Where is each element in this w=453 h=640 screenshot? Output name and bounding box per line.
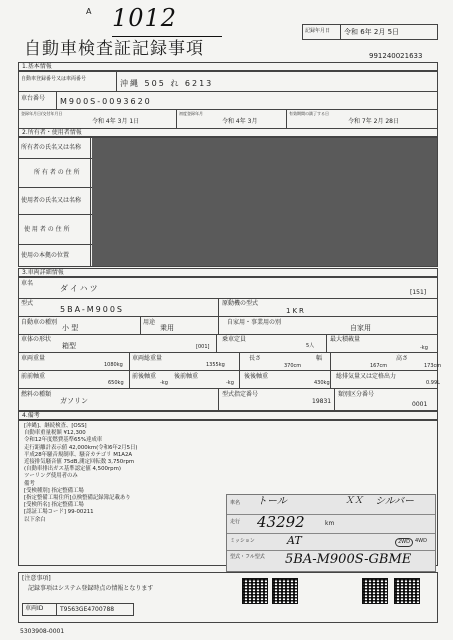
divider (18, 298, 438, 299)
section-owner: 2.所有者・使用者情報 (18, 128, 438, 137)
divider (116, 71, 117, 91)
width-value: 167cm (370, 363, 388, 369)
first-reg-value: 令和 4年 3月 1日 (92, 118, 140, 125)
divider (227, 550, 435, 551)
sticker-type-label: 型式・フル型式 (230, 554, 265, 560)
divider (129, 352, 130, 388)
divider (18, 352, 438, 353)
chassis-value: M900S-0093620 (60, 97, 152, 106)
engine-value: 1KR (286, 307, 306, 315)
handwriting-underline (112, 36, 222, 37)
divider (286, 109, 287, 129)
body-value: 箱型 (62, 342, 76, 350)
rf-value: -kg (226, 380, 234, 386)
fuel-label: 燃料の種類 (21, 391, 52, 398)
divider (326, 334, 327, 352)
rr-label: 後後軸重 (244, 373, 269, 380)
class-label: 類別区分番号 (338, 391, 375, 398)
registration-value: 沖縄 505 れ 6213 (120, 79, 214, 88)
fr-value: -kg (160, 380, 168, 386)
capacity-value: 5人 (306, 343, 315, 349)
displacement-label: 総排気量又は定格出力 (336, 373, 397, 380)
dealer-sticker (226, 494, 436, 572)
remark-line: [指定整備工場住所]点検整備記録簿記載あり (24, 495, 131, 502)
height-label: 高さ (396, 355, 409, 362)
divider (176, 109, 177, 129)
handwritten-number: 1012 (112, 4, 178, 32)
notice-label: [注意事項] (22, 575, 51, 582)
qr-code-1 (242, 578, 268, 604)
divider (18, 91, 438, 92)
type-no-label: 型式指定番号 (222, 391, 259, 398)
record-date: 令和 6年 2月 5日 (344, 28, 400, 36)
remark-line: 走行距離計表示値 42,000km(令和6年2月5日) (24, 444, 138, 451)
ff-label: 前前軸重 (21, 373, 46, 380)
engine-label: 原動機の型式 (222, 300, 259, 307)
sticker-name-value: トール (257, 496, 287, 507)
divider (227, 533, 435, 534)
remark-line: [認証工場コード] 99-00211 (24, 509, 94, 516)
sticker-name-label: 車名 (230, 500, 241, 506)
owner-name-label: 所有者の氏名又は名称 (21, 144, 82, 151)
fr-label: 前後軸重 (132, 373, 157, 380)
body-code: [001] (196, 344, 210, 350)
remark-line: 平成28年騒音規制車、騒音カテゴリ M1A2A (24, 451, 133, 458)
page-title: 自動車検査証記録事項 (24, 39, 204, 59)
divider (334, 388, 335, 411)
divider (18, 370, 438, 371)
divider (56, 91, 57, 109)
user-address-label: 使 用 者 の 住 所 (24, 226, 70, 233)
weight-label: 車両重量 (21, 355, 46, 362)
remark-line: 令和12年度燃費基準65%達成車 (24, 437, 103, 444)
divider (18, 334, 438, 335)
qr-code-4 (394, 578, 420, 604)
sticker-mission-label: ミッション (230, 538, 255, 544)
divider (56, 603, 57, 616)
max-load-value: -kg (420, 345, 428, 351)
qr-code-3 (362, 578, 388, 604)
divider (18, 109, 438, 110)
divider (18, 388, 438, 389)
qr-code-2 (272, 578, 298, 604)
divider (18, 316, 438, 317)
record-date-label: 記録年月日 (305, 28, 331, 34)
sticker-mileage-value: 43292 (257, 513, 305, 531)
owner-redaction (92, 138, 437, 266)
base-label: 使用の本拠の位置 (21, 252, 70, 259)
gross-label: 車両総重量 (132, 355, 163, 362)
rr-value: 430kg (314, 380, 330, 386)
divider (218, 316, 219, 334)
max-load-label: 最大積載量 (330, 336, 361, 343)
bottom-code: 5303908-0001 (20, 628, 65, 635)
divider (330, 352, 331, 388)
ff-value: 650kg (108, 380, 124, 386)
remark-line: [受検種別] 指定整備工場 (24, 487, 84, 494)
length-value: 370cm (284, 363, 302, 369)
sticker-mission-value: AT (287, 534, 302, 547)
kind-label: 自動車の種別 (21, 319, 58, 326)
rf-label: 後前軸重 (174, 373, 199, 380)
expiry-label: 有効期間の満了する日 (289, 111, 329, 116)
use-label: 用途 (143, 319, 156, 326)
use-value: 乗用 (160, 324, 174, 332)
body-label: 車体の形状 (21, 336, 52, 343)
remark-line: 備考 (24, 480, 35, 487)
sticker-color-value: シルバー (375, 496, 415, 507)
remark-line: [受検所名] 指定整備工場 (24, 502, 84, 509)
notice-text: 記録事項はシステム登録時点の情報となります (28, 585, 154, 592)
weight-value: 1080kg (104, 362, 123, 368)
divider (218, 388, 219, 411)
divider (90, 137, 91, 267)
divider (239, 352, 240, 388)
remark-line: ツーリング使用者のみ (24, 473, 78, 480)
divider (340, 24, 341, 40)
make-code: [151] (410, 289, 427, 296)
sticker-mileage-label: 走行 (230, 519, 241, 525)
make-value: ダイハツ (60, 284, 100, 293)
divider (218, 298, 219, 316)
vehicle-id-label: 車両ID (25, 605, 44, 612)
section-vehicle: 3.車両詳細情報 (18, 268, 438, 277)
class-value: 0001 (412, 401, 428, 408)
divider (216, 334, 217, 352)
remark-line: 自動車重量税額 ¥12,300 (24, 430, 86, 437)
fuel-value: ガソリン (60, 397, 88, 405)
capacity-label: 乗車定員 (222, 336, 247, 343)
mark-a: A (86, 7, 92, 16)
expiry-value: 令和 7年 2月 28日 (348, 118, 399, 125)
section-basic: 1.基本情報 (18, 62, 438, 71)
first-reg-date-label: 初度登録年月 (179, 111, 203, 116)
first-reg-label: 登録年月日/交付年月日 (21, 111, 63, 116)
remarks-lines (24, 423, 138, 524)
sticker-grade-value: ＸＸ (345, 496, 364, 506)
vehicle-id-value: T9563GE4700788 (60, 606, 115, 613)
registration-label: 自動車登録番号又は車両番号 (21, 76, 87, 82)
divider (140, 316, 141, 334)
model-value: 5BA-M900S (60, 305, 125, 314)
remark-line: 近接排気騒音値 75dB,測定回転数 3,750rpm (24, 459, 135, 466)
type-no-value: 19831 (312, 398, 332, 405)
document-code: 991240021633 (369, 52, 423, 60)
sticker-type-value: 5BA-M900S-GBME (285, 552, 412, 567)
make-label: 車名 (21, 280, 34, 287)
width-label: 幅 (316, 355, 323, 362)
gross-value: 1355kg (206, 362, 225, 368)
private-value: 自家用 (350, 324, 371, 332)
owner-address-label: 所 有 者 の 住 所 (34, 169, 80, 176)
private-label: 自家用・事業用の別 (227, 319, 282, 326)
sticker-4wd: 4WD (415, 538, 427, 544)
displacement-value: 0.99L (426, 380, 440, 386)
user-name-label: 使用者の氏名又は名称 (21, 197, 82, 204)
model-label: 型式 (21, 300, 34, 307)
kind-value: 小 型 (62, 324, 79, 332)
remark-line: [沖縄]、継続検査、[OSS] (24, 423, 87, 429)
height-value: 173cm (424, 363, 442, 369)
sticker-2wd: 2WD (395, 538, 413, 547)
first-reg-date-value: 令和 4年 3月 (222, 118, 258, 125)
section-remarks: 4.備考 (18, 411, 438, 420)
remark-line: (自動車排出ガス基準認定値 4,500rpm) (24, 466, 121, 473)
chassis-label: 車台番号 (21, 95, 46, 102)
sticker-mileage-unit: km (325, 520, 335, 527)
remark-line: 以下余白 (24, 516, 46, 523)
length-label: 長さ (249, 355, 262, 362)
